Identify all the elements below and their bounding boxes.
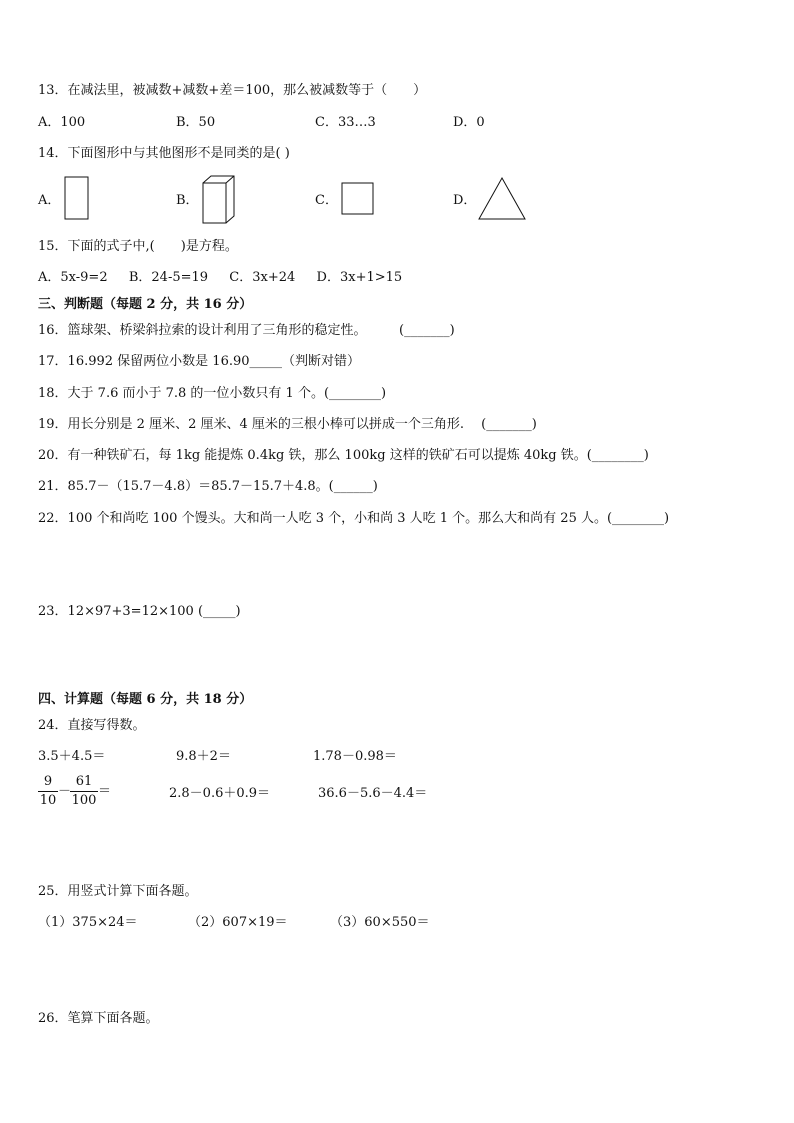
question-17: 17．16.992 保留两位小数是 16.90_____（判断对错）: [38, 354, 361, 369]
square-icon: [341, 182, 375, 216]
fraction-61-100: [70, 774, 98, 809]
question-19: 19．用长分别是 2 厘米、2 厘米、4 厘米的三根小棒可以拼成一个三角形. (_______): [38, 417, 537, 432]
rectangle-icon: [64, 176, 90, 220]
fraction-numerator: 61: [75, 774, 93, 789]
section-3-title: 三、判断题（每题 2 分，共 16 分）: [38, 297, 253, 312]
fraction-9-10: [38, 774, 58, 809]
question-20: 20．有一种铁矿石，每 1kg 能提炼 0.4kg 铁，那么 100kg 这样的铁矿石可以提炼 40kg 铁。(________): [38, 448, 649, 463]
q13-option-b: B．50: [176, 115, 216, 130]
fraction-numerator: 9: [43, 774, 53, 789]
question-13-stem: 13．在减法里，被减数+减数+差＝100，那么被减数等于（ ）: [38, 83, 427, 98]
q13-option-d: D．0: [453, 115, 485, 130]
equals-sign: ＝: [98, 784, 112, 799]
question-16: 16．篮球架、桥梁斜拉索的设计利用了三角形的稳定性。 (_______): [38, 323, 455, 338]
fraction-bar: [70, 791, 98, 792]
q25-item-3: （3）60×550＝: [330, 915, 430, 930]
q13-option-c: C．33…3: [315, 115, 376, 130]
question-24-stem: 24．直接写得数。: [38, 718, 146, 733]
q14-label-c: C．: [315, 193, 338, 208]
q14-label-a: A．: [38, 193, 61, 208]
q24-item-2: 9.8＋2＝: [176, 749, 231, 764]
q24-item-1: 3.5＋4.5＝: [38, 749, 106, 764]
section-4-title: 四、计算题（每题 6 分，共 18 分）: [38, 692, 253, 707]
q14-label-b: B．: [176, 193, 199, 208]
q14-label-d: D．: [453, 193, 477, 208]
question-22: 22．100 个和尚吃 100 个馒头。大和尚一人吃 3 个，小和尚 3 人吃 1 个。那么大和尚有 25 人。(________): [38, 511, 670, 526]
fraction-denominator: 10: [39, 793, 57, 808]
question-14-stem: 14．下面图形中与其他图形不是同类的是( ): [38, 146, 290, 161]
triangle-icon: [478, 177, 526, 221]
question-21: 21．85.7－（15.7－4.8）＝85.7－15.7＋4.8。(______): [38, 479, 378, 494]
minus-sign: －: [58, 784, 72, 799]
q24-item-6: 36.6－5.6－4.4＝: [318, 786, 428, 801]
q25-item-1: （1）375×24＝: [38, 915, 138, 930]
cuboid-icon: [202, 175, 236, 225]
fraction-denominator: 100: [71, 793, 97, 808]
fraction-bar: [38, 791, 58, 792]
q24-item-5: 2.8－0.6＋0.9＝: [169, 786, 271, 801]
question-23: 23．12×97+3=12×100 (_____): [38, 604, 241, 619]
q13-option-a: A．100: [38, 115, 86, 130]
question-25-stem: 25．用竖式计算下面各题。: [38, 884, 198, 899]
q24-item-3: 1.78－0.98＝: [313, 749, 397, 764]
question-18: 18．大于 7.6 而小于 7.8 的一位小数只有 1 个。(________): [38, 386, 387, 401]
q25-item-2: （2）607×19＝: [188, 915, 288, 930]
q15-options: A．5x-9=2 B．24-5=19 C．3x+24 D．3x+1>15: [38, 270, 403, 285]
question-26-stem: 26．笔算下面各题。: [38, 1011, 159, 1026]
question-15-stem: 15．下面的式子中,( )是方程。: [38, 239, 238, 254]
